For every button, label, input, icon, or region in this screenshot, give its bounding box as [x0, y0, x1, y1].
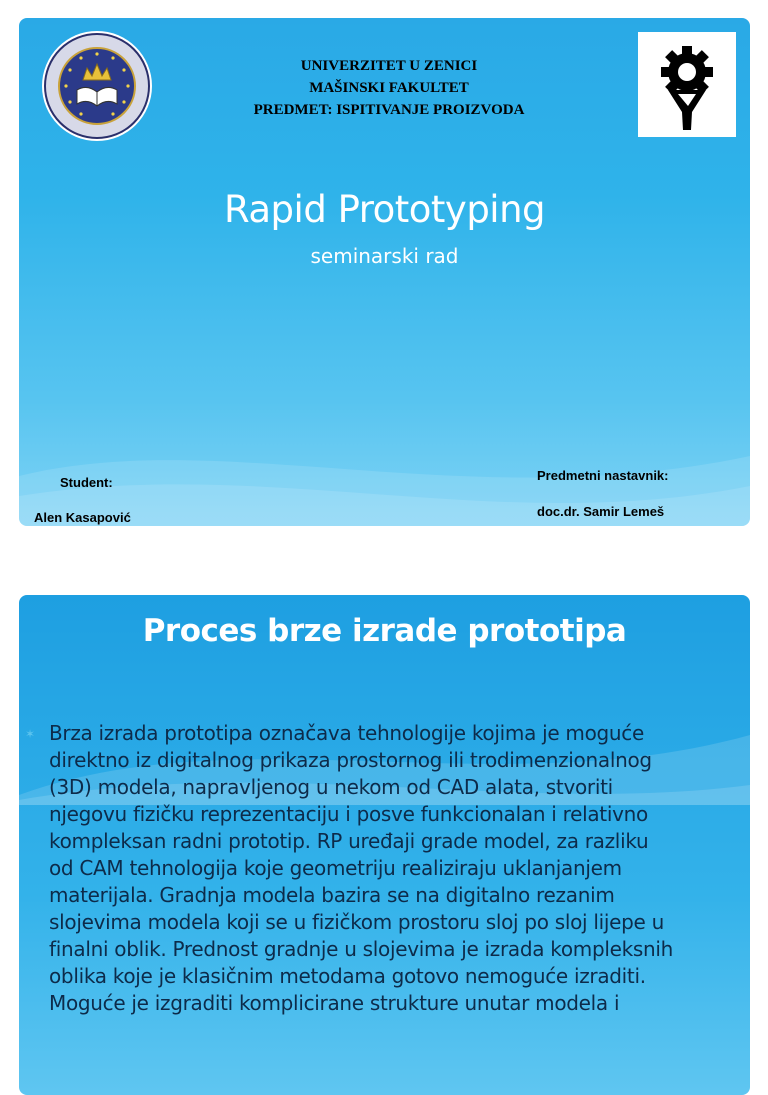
faculty-logo	[638, 32, 736, 137]
faculty-name: MAŠINSKI FAKULTET	[309, 80, 469, 96]
presentation-subtitle: seminarski rad	[310, 244, 459, 268]
body-line: Brza izrada prototipa označava tehnologije kojima je moguće	[49, 721, 644, 745]
bullet-star-icon: ✶	[25, 727, 36, 741]
body-line: od CAM tehnologija koje geometriju realiziraju uklanjanjem	[49, 856, 622, 880]
subject-name: PREDMET: ISPITIVANJE PROIZVODA	[253, 102, 525, 118]
faculty-gear-logo-icon	[638, 32, 736, 137]
body-line: direktno iz digitalnog prikaza prostornog ili trodimenzionalnog	[49, 748, 652, 772]
header-institution	[179, 55, 599, 121]
body-line: Moguće je izgraditi komplicirane strukture unutar modela i	[49, 991, 620, 1015]
university-seal-icon	[41, 30, 153, 142]
teacher-label: Predmetni nastavnik:	[537, 468, 669, 483]
slide-title: Proces brze izrade prototipa	[142, 613, 627, 649]
title-slide	[19, 18, 750, 526]
student-name: Alen Kasapović	[34, 510, 131, 525]
body-line: oblika koje je klasičnim metodama gotovo nemoguće izraditi.	[49, 964, 646, 988]
presentation-title: Rapid Prototyping	[223, 188, 546, 231]
student-label: Student:	[60, 475, 113, 490]
slide-body	[25, 720, 745, 1024]
body-paragraph	[49, 720, 745, 1017]
university-name: UNIVERZITET U ZENICI	[300, 58, 478, 74]
body-line: slojevima modela koji se u fizičkom prostoru sloj po sloj lijepe u	[49, 910, 664, 934]
body-line: finalni oblik. Prednost gradnje u slojevima je izrada kompleksnih	[49, 937, 674, 961]
teacher-name: doc.dr. Samir Lemeš	[537, 504, 665, 519]
body-line: (3D) modela, napravljenog u nekom od CAD alata, stvoriti	[49, 775, 613, 799]
body-line: kompleksan radni prototip. RP uređaji grade model, za razliku	[49, 829, 649, 853]
body-line: njegovu fizičku reprezentaciju i posve funkcionalan i relativno	[49, 802, 648, 826]
body-line: materijala. Gradnja modela bazira se na digitalno rezanim	[49, 883, 615, 907]
